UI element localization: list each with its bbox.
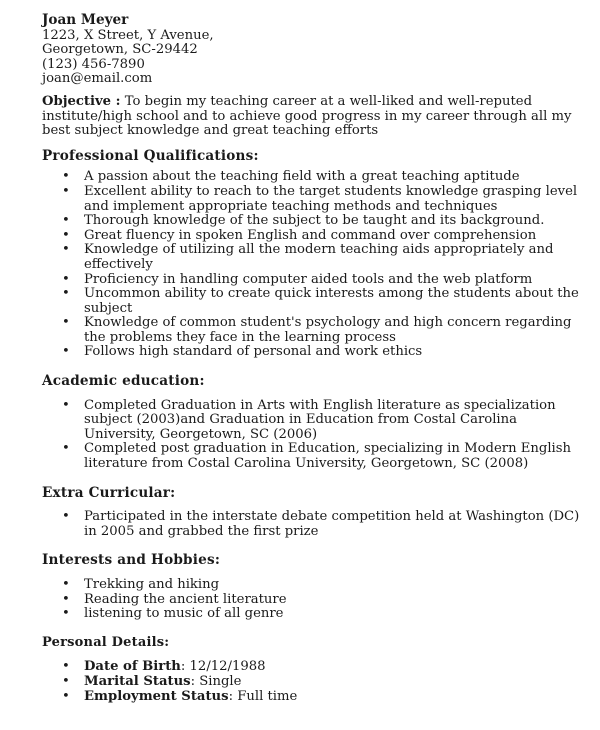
personal-details-section bbox=[42, 636, 582, 704]
personal-details-list bbox=[42, 660, 582, 704]
detail-value: : 12/12/1988 bbox=[180, 659, 266, 675]
list-item: • Great fluency in spoken English and command over comprehension bbox=[42, 229, 582, 244]
resume-page bbox=[42, 13, 582, 704]
list-item: • Reading the ancient literature bbox=[42, 593, 582, 608]
extra-curricular-heading: Extra Curricular: bbox=[42, 484, 176, 501]
qualifications-heading: Professional Qualifications: bbox=[42, 147, 259, 164]
education-section bbox=[42, 374, 582, 472]
list-item: • Thorough knowledge of the subject to be taught and its background. bbox=[42, 214, 582, 229]
list-item: • listening to music of all genre bbox=[42, 607, 582, 622]
personal-details-heading: Personal Details: bbox=[42, 634, 170, 650]
address-line-2: Georgetown, SC-29442 bbox=[42, 42, 198, 58]
list-item: • Completed Graduation in Arts with English literature as specialization subject (2003)and Graduation in Education from Costal Carolina University, Georgetown, SC (2006) bbox=[42, 399, 582, 443]
detail-value: : Single bbox=[190, 673, 242, 689]
qualifications-section bbox=[42, 149, 582, 360]
list-item: • Completed post graduation in Education, specializing in Modern English literature from Costal Carolina University, Georgetown, SC (2008) bbox=[42, 442, 582, 471]
list-item: • Trekking and hiking bbox=[42, 578, 582, 593]
objective-label: Objective : bbox=[42, 93, 121, 109]
list-item: • Excellent ability to reach to the target students knowledge grasping level and implement appropriate teaching methods and techniques bbox=[42, 185, 582, 214]
objective-paragraph bbox=[42, 95, 582, 139]
extra-curricular-section bbox=[42, 486, 582, 540]
email-address: joan@email.com bbox=[42, 71, 153, 87]
detail-value: : Full time bbox=[228, 688, 298, 704]
list-item: • Proficiency in handling computer aided tools and the web platform bbox=[42, 273, 582, 288]
list-item bbox=[42, 690, 582, 705]
detail-label: Date of Birth bbox=[84, 659, 181, 675]
phone-number: (123) 456-7890 bbox=[42, 56, 145, 72]
list-item bbox=[42, 675, 582, 690]
qualifications-list bbox=[42, 170, 582, 360]
interests-heading: Interests and Hobbies: bbox=[42, 552, 221, 569]
detail-label: Employment Status bbox=[84, 688, 229, 704]
candidate-name: Joan Meyer bbox=[42, 12, 129, 28]
list-item: • Follows high standard of personal and work ethics bbox=[42, 345, 582, 360]
interests-section bbox=[42, 553, 582, 621]
education-heading: Academic education: bbox=[42, 373, 205, 390]
list-item: • Uncommon ability to create quick interests among the students about the subject bbox=[42, 287, 582, 316]
list-item: • Knowledge of utilizing all the modern teaching aids appropriately and effectively bbox=[42, 243, 582, 272]
interests-list bbox=[42, 578, 582, 622]
address-line-1: 1223, X Street, Y Avenue, bbox=[42, 27, 214, 43]
detail-label: Marital Status bbox=[84, 673, 191, 689]
contact-block bbox=[42, 29, 582, 87]
list-item: • Participated in the interstate debate competition held at Washington (DC) in 2005 and grabbed the first prize bbox=[42, 510, 582, 539]
list-item bbox=[42, 660, 582, 675]
list-item: • A passion about the teaching field with a great teaching aptitude bbox=[42, 170, 582, 185]
extra-curricular-list bbox=[42, 510, 582, 539]
education-list bbox=[42, 399, 582, 472]
objective-text: To begin my teaching career at a well-liked and well-reputed institute/high school and to achieve good progress in my career through all my best subject knowledge and great teaching efforts bbox=[42, 93, 572, 139]
list-item: • Knowledge of common student's psychology and high concern regarding the problems they face in the learning process bbox=[42, 316, 582, 345]
